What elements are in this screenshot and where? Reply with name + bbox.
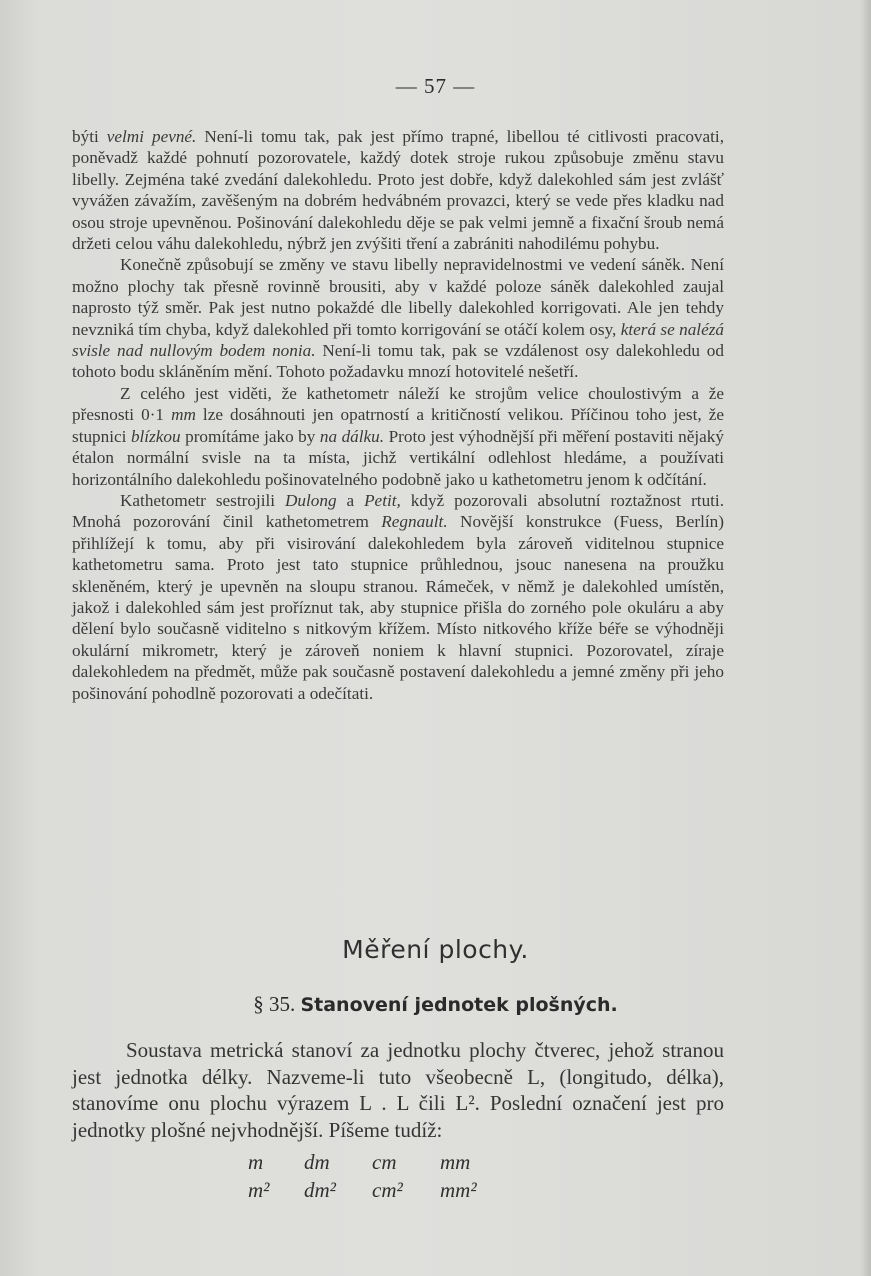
unit-cm2: cm²	[372, 1178, 403, 1202]
subsection-number: § 35.	[253, 992, 296, 1016]
italic-text: mm	[171, 405, 196, 425]
text-run: a	[336, 490, 365, 510]
unit-mm: mm	[440, 1150, 471, 1174]
text-run: promítáme jako by	[180, 426, 320, 446]
text-run: Konečně způsobují se změny ve stavu libelly nepravidelnostmi ve vedení sáněk. Není možno plochy tak přesně rovinně brousiti, aby v každé poloze sáněk dalekohled zaujal naprosto týž směr. Pak jest nutno pokaždé dle libelly dalekohled korrigovati. Ale jen tehdy nevzniká tím chyba, když dalekohled při tomto korrigování se otáčí kolem osy,	[72, 255, 724, 339]
unit-dm: dm	[304, 1150, 330, 1174]
text-run: lze dosáhnouti jen opatrností a kritičností velikou. Příčinou toho jest, že stupnici	[72, 405, 724, 446]
intro-paragraph: Soustava metrická stanoví za jednotku plochy čtverec, jehož stranou jest jednotka délky. Nazveme-li tuto všeobecně L, (longitudo, délka), stanovíme onu plochu výrazem L . L čili L². Poslední označení jest pro jednotky plošné nejvhodnější. Píšeme tudíž:	[72, 1038, 724, 1142]
text-run: když pozorovali absolutní roztažnost rtuti. Mnohá pozorování činil kathetometrem	[72, 490, 725, 532]
text-run: Z celého jest viděti, že kathetometr náleží ke strojům velice choulostivým a že přesnosti 0·1	[72, 383, 724, 425]
text-run: Není-li tomu tak, pak se vzdálenost osy dalekohledu od tohoto bodu skláněním mění. Tohoto požadavku mnozí hotovitelé nešetří.	[72, 341, 724, 382]
text-run: Novější konstrukce (Fuess, Berlín) přihlížejí k tomu, aby při visirování dalekohledem byla zároveň viditelnou stupnice kathetometru sama. Proto jest tato stupnice průhlednou, jsouc nanesena na proužku skleněném, který je upevněn na sloupu stranou. Rámeček, v němž je dalekohled umístěn, jakož i dalekohled sám jest proříznut tak, aby stupnice přišla do zorného pole okuláru a aby dělení bylo současně viditelno s nitkovým křížem. Místo nitkového kříže béře se výhodněji okulární mikrometr, který je zároveň noniem k hlavní stupnici. Pozorovatel, zíraje dalekohledem na předmět, může pak současně postavení dalekohledu a jemné změny při jeho pošinování pohodlně pozorovati a odečítati.	[72, 512, 724, 703]
italic-text: na dálku.	[319, 426, 385, 446]
italic-text: která se nalézá svisle nad nullovým bodem nonia.	[72, 319, 724, 361]
unit-dm2: dm²	[304, 1178, 336, 1202]
units-row-area	[0, 1178, 871, 1208]
units-row-linear	[0, 1150, 871, 1180]
text-run: Kathetometr sestrojili	[120, 490, 285, 510]
italic-text: Regnault.	[381, 512, 448, 532]
paragraph	[72, 254, 724, 382]
page-number: — 57 —	[395, 74, 476, 98]
paragraph	[72, 126, 724, 254]
unit-m2: m²	[248, 1178, 270, 1202]
intro-text	[72, 1037, 724, 1143]
italic-text: Petit,	[364, 490, 401, 510]
subsection-title: Stanovení jednotek plošných.	[300, 994, 618, 1016]
italic-text: blízkou	[130, 426, 181, 446]
section-title: Měření plochy.	[342, 935, 529, 964]
text-run: Proto jest výhodnější při měření postaviti nějaký étalon normální svisle na ta místa, jichž vertikální odlehlost hledáme, a používati horizontálního dalekohledu pošinovatelného podobně jako u kathetometru jenom k odčítání.	[72, 426, 724, 489]
italic-text: Dulong	[284, 490, 337, 510]
unit-mm2: mm²	[440, 1178, 477, 1202]
subsection-heading	[0, 992, 871, 1017]
paragraph	[72, 490, 724, 704]
unit-m: m	[248, 1150, 264, 1174]
body-text	[72, 126, 724, 704]
text-run: Není-li tomu tak, pak jest přímo trapné, libellou té citlivosti pracovati, poněvadž každé pohnutí pozorovatele, každý dotek stroje rukou způsobuje změnu stavu libelly. Zejména také zvedání dalekohledu. Proto jest dobře, když dalekohled sám jest zvlášť vyvážen závažím, zavěšeným na dobrém hedvábném provazci, který se vede přes kladku nad osou stroje upevněnou. Pošinování dalekohledu děje se pak velmi jemně a fixační šroub nemá držeti celou váhu dalekohledu, nýbrž jen zvýšiti tření a zabrániti nahodilému pohybu.	[72, 127, 724, 254]
paragraph	[72, 383, 724, 490]
unit-cm: cm	[372, 1150, 397, 1174]
italic-text: velmi pevné.	[106, 127, 197, 146]
text-run: býti	[72, 127, 107, 146]
